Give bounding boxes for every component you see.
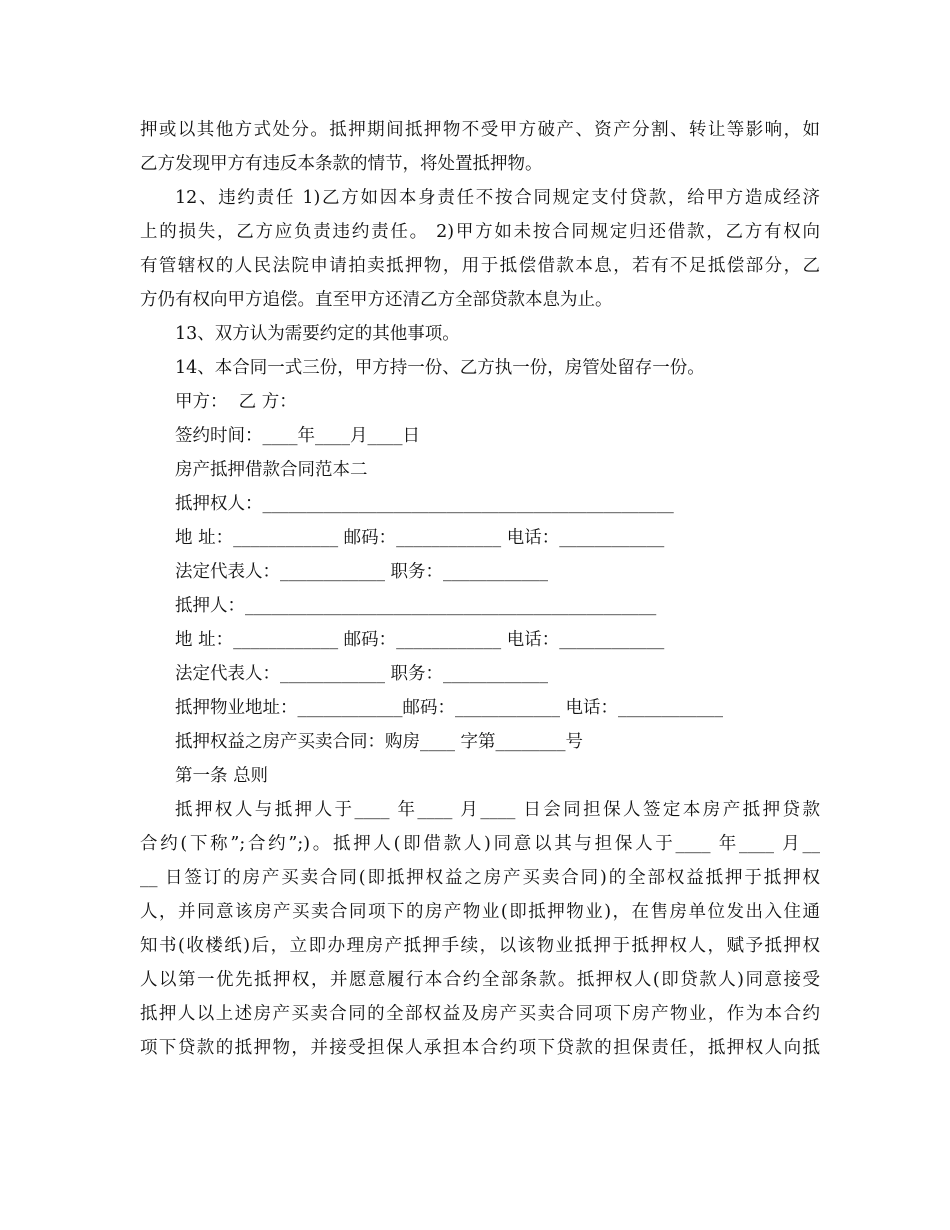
text-line: 抵押权人与抵押人于____ 年____ 月____ 日会同担保人签定本房产抵押贷款 <box>175 800 820 820</box>
form-field-representative-row: 法定代表人：____________ 职务：____________ <box>175 562 549 582</box>
text-line: 抵押人以上述房产买卖合同的全部权益及房产买卖合同项下房产物业，作为本合约 <box>140 1004 820 1024</box>
text-line: 项下贷款的抵押物，并接受担保人承担本合约项下贷款的担保责任，抵押权人向抵 <box>140 1038 820 1058</box>
form-field-property-address-row: 抵押物业地址：____________邮码：____________ 电话：____________ <box>175 698 724 718</box>
signing-date: 签约时间：____年____月____日 <box>175 426 420 446</box>
form-field-mortgagor: 抵押人：_______________________________________________ <box>175 596 657 616</box>
section-title: 房产抵押借款合同范本二 <box>175 460 368 480</box>
text-line: 乙方发现甲方有违反本条款的情节，将处置抵押物。 <box>140 154 543 174</box>
text-line: 人以第一优先抵押权，并愿意履行本合约全部条款。抵押权人(即贷款人)同意接受 <box>140 970 820 990</box>
text-line: 有管辖权的人民法院申请拍卖抵押物，用于抵偿借款本息，若有不足抵偿部分，乙 <box>140 256 820 276</box>
text-line: 12、违约责任 1)乙方如因本身责任不按合同规定支付贷款，给甲方造成经济 <box>175 188 820 208</box>
form-field-mortgagee: 抵押权人：_______________________________________________ <box>175 494 674 514</box>
form-field-purchase-contract: 抵押权益之房产买卖合同：购房____ 字第________号 <box>175 732 584 752</box>
text-line: 上的损失，乙方应负责违约责任。 2)甲方如未按合同规定归还借款，乙方有权向 <box>140 222 820 242</box>
text-line: 方仍有权向甲方追偿。直至甲方还清乙方全部贷款本息为止。 <box>140 290 613 310</box>
text-line: 13、双方认为需要约定的其他事项。 <box>175 324 460 344</box>
text-line: 知书(收楼纸)后，立即办理房产抵押手续，以该物业抵押于抵押权人，赋予抵押权 <box>140 936 820 956</box>
text-line: 14、本合同一式三份，甲方持一份、乙方执一份，房管处留存一份。 <box>175 358 705 378</box>
form-field-address-row: 地 址：____________ 邮码：____________ 电话：____________ <box>175 528 665 548</box>
text-line: 人，并同意该房产买卖合同项下的房产物业(即抵押物业)，在售房单位发出入住通 <box>140 902 820 922</box>
text-line: 合约(下称”;合约”;)。抵押人(即借款人)同意以其与担保人于____ 年____ 月__ <box>140 834 820 854</box>
text-line: __ 日签订的房产买卖合同(即抵押权益之房产买卖合同)的全部权益抵押于抵押权 <box>140 868 820 888</box>
form-field-address-row: 地 址：____________ 邮码：____________ 电话：____________ <box>175 630 665 650</box>
text-line: 押或以其他方式处分。抵押期间抵押物不受甲方破产、资产分割、转让等影响，如 <box>140 120 820 140</box>
form-field-representative-row: 法定代表人：____________ 职务：____________ <box>175 664 549 684</box>
signature-parties: 甲方： 乙 方： <box>175 392 297 412</box>
article-heading: 第一条 总则 <box>175 766 269 786</box>
